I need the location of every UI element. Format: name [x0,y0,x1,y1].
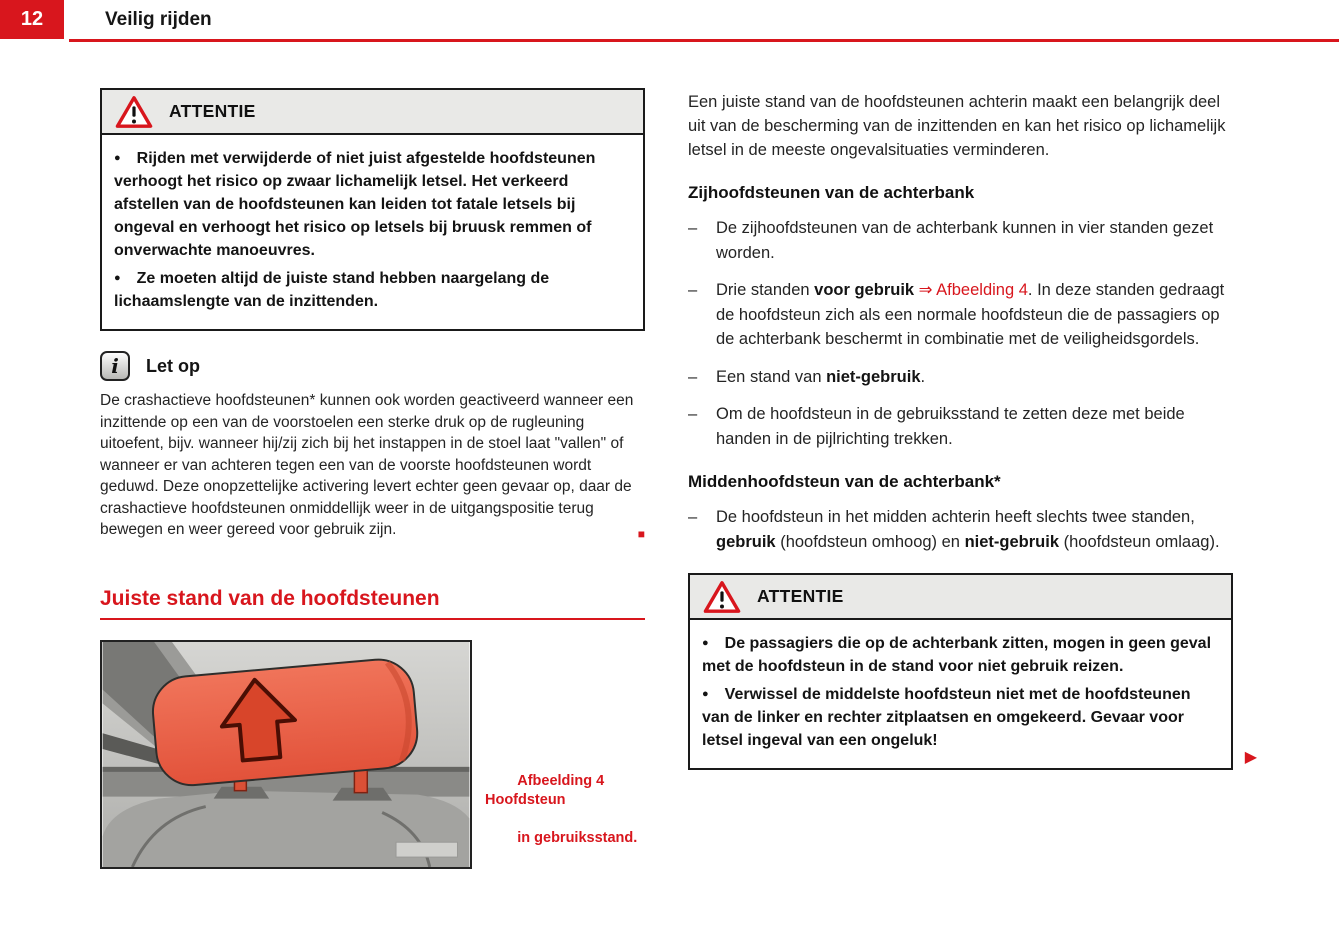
warning-triangle-icon [702,579,742,615]
bullet-icon: ● [702,637,709,649]
chapter-title: Veilig rijden [105,9,212,30]
section-end-marker-icon: ■ [637,526,645,541]
figure-caption: Afbeelding 4 Hoofdsteun in gebruiksstand. [485,772,638,846]
warning-bullet: ● De passagiers die op de achterbank zitten, mogen in geen geval met de hoofdsteun in de stand voor niet gebruik reizen. [702,632,1219,678]
page-number-badge [0,0,64,39]
dash-icon: – [688,281,698,299]
headrest-illustration [102,642,470,867]
list-item: – Om de hoofdsteun in de gebruiksstand te zetten deze met beide handen in de pijlrichting trekken. [688,402,1233,451]
subheading-side-headrests: Zijhoofdsteunen van de achterbank [688,183,975,202]
warning-box-bottom-wrap [688,573,1257,770]
warning-title: ATTENTIE [169,101,256,121]
list-item: – Drie standen voor gebruik ⇒ Afbeelding 4. In deze standen gedraagt de hoofdsteun zich als een normale hoofdsteun die de passagiers op de achterbank beschermt in combinatie met de veiligheidsgordels. [688,278,1233,352]
page-continue-marker-icon: ▶ [1244,749,1257,766]
note-header [100,351,645,381]
list-item: – Een stand van niet-gebruik. [688,365,1233,390]
figure [100,640,645,869]
bullet-icon: ● [114,152,121,164]
warning-box-bottom [688,573,1233,770]
warning-bullet: ● Rijden met verwijderde of niet juist afgestelde hoofdsteunen verhoogt het risico op zwaar lichamelijk letsel. Het verkeerd afstellen van de hoofdsteunen kan leiden tot fatale letsels bij ongeval en verhoogt het risico op letsels bij bruusk remmen of onverwachte manoeuvres. [114,147,631,262]
warning-box-body [102,135,643,329]
list-item: – De hoofdsteun in het midden achterin heeft slechts twee standen, gebruik (hoofdsteun omhoog) en niet-gebruik (hoofdsteun omlaag). [688,505,1233,554]
figure-reference-link: ⇒ Afbeelding 4 [914,281,1028,299]
figure-frame [100,640,472,869]
dash-icon: – [688,367,698,386]
warning-title: ATTENTIE [757,586,844,606]
left-column [100,88,645,869]
warning-box-header [102,90,643,135]
bullet-icon: ● [114,272,121,284]
note-text: De crashactieve hoofdsteunen* kunnen ook worden geactiveerd wanneer een inzittende op een van de voorstoelen een sterke druk op de rugleuning uitoefent, bijv. wanneer hij/zij zich bij het instappen in de stoel laat "vallen" of wanneer er van achteren tegen een van de voorste hoofdsteunen wordt geduwd. Deze onopzettelijke activering levert echter geen gevaar op, daar de crashactieve hoofdsteunen onmiddellijk weer in de uitgangspositie terug bewegen en weer gereed voor gebruik zijn. ■ [100,392,645,541]
info-icon: i [100,351,130,381]
bullet-icon: ● [702,688,709,700]
subheading-middle-headrest: Middenhoofdsteun van de achterbank* [688,472,1001,491]
dash-icon: – [688,405,698,423]
warning-box-body [690,620,1231,768]
warning-box-header [690,575,1231,620]
intro-paragraph: Een juiste stand van de hoofdsteunen achterin maakt een belangrijk deel uit van de bescherming van de inzittenden en kan het risico op lichamelijk letsel in de meeste ongevalsituaties verminderen. [688,93,1226,159]
warning-bullet: ● Ze moeten altijd de juiste stand hebben naargelang de lichaamslengte van de inzittenden. [114,267,631,313]
warning-bullet: ● Verwissel de middelste hoofdsteun niet met de hoofdsteunen van de linker en rechter zitplaatsen en omgekeerd. Gevaar voor letsel ingeval van een ongeluk! [702,683,1219,752]
warning-triangle-icon [114,94,154,130]
section-heading: Juiste stand van de hoofdsteunen [100,587,645,620]
header-rule [69,39,1339,42]
warning-box-top [100,88,645,331]
page-number: 12 [20,8,44,30]
right-column [688,90,1257,770]
image-watermark [396,842,457,857]
dash-icon: – [688,508,698,526]
dash-icon: – [688,219,698,237]
note-title: Let op [146,355,200,376]
list-item: – De zijhoofdsteunen van de achterbank kunnen in vier standen gezet worden. [688,216,1233,265]
